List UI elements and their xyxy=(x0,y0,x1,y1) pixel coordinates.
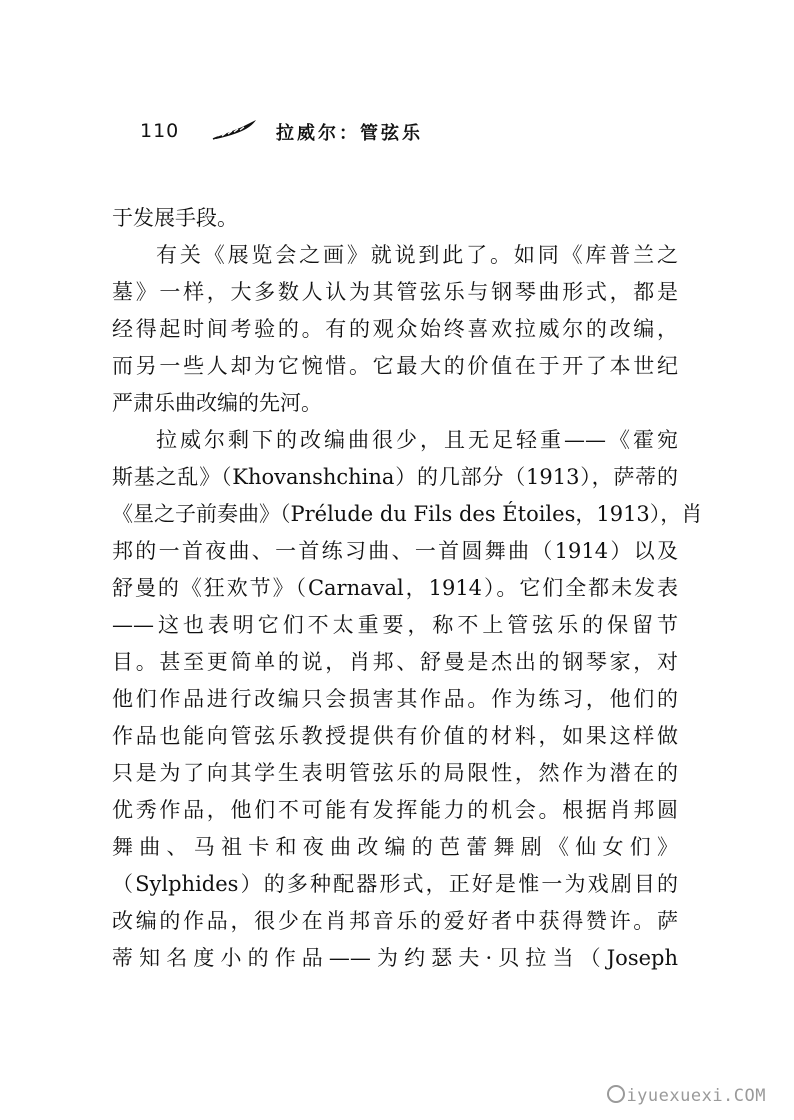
text-line: （Sylphides）的多种配器形式，正好是惟一为戏剧目的 xyxy=(112,872,678,896)
text-line: ——这也表明它们不太重要，称不上管弦乐的保留节 xyxy=(112,613,678,637)
body-text xyxy=(112,200,703,977)
page-number: 110 xyxy=(140,120,180,142)
text-line: 他们作品进行改编只会损害其作品。作为练习，他们的 xyxy=(112,687,678,711)
q-logo-icon xyxy=(607,1085,625,1103)
text-line: 改编的作品，很少在肖邦音乐的爱好者中获得赞许。萨 xyxy=(112,909,678,933)
watermark-text: iyuexuexi.COM xyxy=(626,1086,766,1106)
running-title: 拉威尔：管弦乐 xyxy=(276,123,423,144)
text-line: 严肃乐曲改编的先河。 xyxy=(112,391,322,415)
text-line: 而另一些人却为它惋惜。它最大的价值在于开了本世纪 xyxy=(112,354,678,378)
text-line: 墓》一样，大多数人认为其管弦乐与钢琴曲形式，都是 xyxy=(112,280,678,304)
page-header xyxy=(0,112,794,152)
text-line: 拉威尔剩下的改编曲很少，且无足轻重——《霍宛 xyxy=(156,428,678,452)
text-line: 邦的一首夜曲、一首练习曲、一首圆舞曲（1914）以及 xyxy=(112,539,678,563)
text-line: 《星之子前奏曲》（Prélude du Fils des Étoiles，1913），肖 xyxy=(112,502,703,526)
text-line: 优秀作品，他们不可能有发挥能力的机会。根据肖邦圆 xyxy=(112,798,678,822)
text-line: 蒂知名度小的作品——为约瑟夫·贝拉当（Joseph xyxy=(112,946,678,970)
text-line: 有关《展览会之画》就说到此了。如同《库普兰之 xyxy=(156,243,678,267)
text-line: 目。甚至更简单的说，肖邦、舒曼是杰出的钢琴家，对 xyxy=(112,650,678,674)
text-line: 只是为了向其学生表明管弦乐的局限性，然作为潜在的 xyxy=(112,761,678,785)
text-line: 斯基之乱》（Khovanshchina）的几部分（1913），萨蒂的 xyxy=(112,465,678,489)
quill-pen-icon xyxy=(212,118,258,142)
text-line: 于发展手段。 xyxy=(112,206,238,230)
text-line: 舒曼的《狂欢节》（Carnaval，1914）。它们全都未发表 xyxy=(112,576,678,600)
text-line: 经得起时间考验的。有的观众始终喜欢拉威尔的改编， xyxy=(112,317,678,341)
site-watermark xyxy=(607,1085,766,1106)
text-line: 舞曲、马祖卡和夜曲改编的芭蕾舞剧《仙女们》 xyxy=(112,835,678,859)
text-line: 作品也能向管弦乐教授提供有价值的材料，如果这样做 xyxy=(112,724,678,748)
